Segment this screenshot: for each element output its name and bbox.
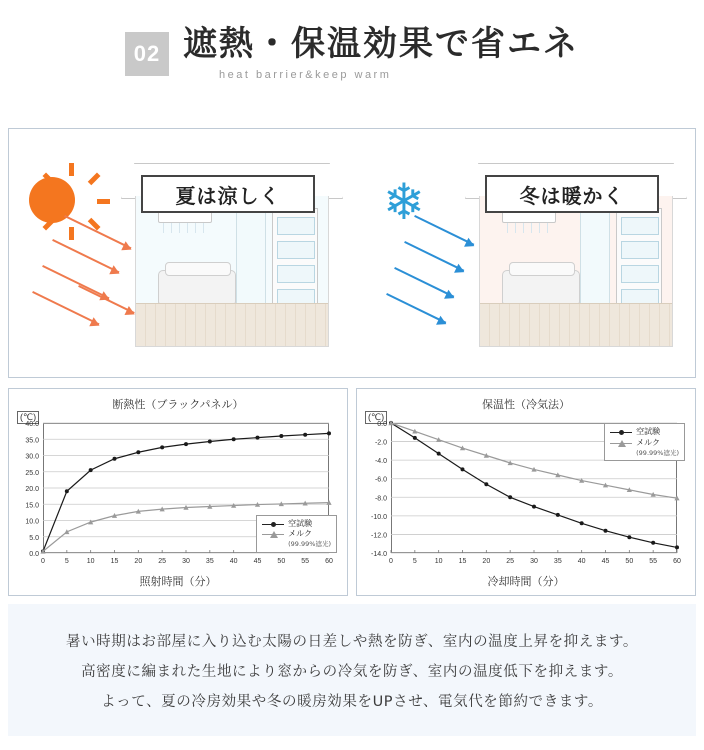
svg-text:-12.0: -12.0 <box>371 532 387 540</box>
heat-arrow <box>52 239 119 273</box>
legend-line-icon <box>262 524 284 525</box>
floor <box>136 303 328 346</box>
chart-legend <box>604 423 685 461</box>
snowflake-icon: ❄ <box>383 174 425 230</box>
cold-arrow <box>386 293 446 324</box>
svg-text:0: 0 <box>389 558 393 565</box>
svg-text:20: 20 <box>482 558 491 565</box>
legend-label: メルク <box>636 437 660 447</box>
note-line-3: よって、夏の冷房効果や冬の暖房効果をUPさせ、電気代を節約できます。 <box>101 693 603 710</box>
chart-x-label: 照射時間（分） <box>139 575 217 588</box>
legend-line-icon <box>610 443 632 444</box>
svg-text:55: 55 <box>301 558 310 565</box>
svg-text:5: 5 <box>412 558 417 565</box>
section-number-badge: 02 <box>125 32 169 76</box>
svg-text:60: 60 <box>325 558 333 565</box>
chart-y-unit: (℃) <box>365 411 387 424</box>
svg-text:55: 55 <box>649 558 658 565</box>
chart-title: 保温性（冷気法） <box>482 398 570 411</box>
summer-banner: 夏は涼しく <box>141 175 315 213</box>
heat-arrow <box>64 215 131 249</box>
legend-item <box>262 519 331 530</box>
svg-text:0.0: 0.0 <box>377 421 387 428</box>
svg-text:10.0: 10.0 <box>25 518 39 526</box>
legend-item <box>610 427 679 438</box>
floor <box>480 303 672 346</box>
legend-label: メルク <box>288 529 312 539</box>
svg-text:-2.0: -2.0 <box>374 439 387 447</box>
page-title: 遮熱・保温効果で省エネ <box>183 24 579 64</box>
svg-text:10: 10 <box>86 558 95 565</box>
svg-text:-14.0: -14.0 <box>371 551 387 558</box>
svg-text:20: 20 <box>134 558 143 565</box>
summer-scene <box>9 129 353 379</box>
svg-text:0: 0 <box>41 558 45 565</box>
svg-text:50: 50 <box>277 558 286 565</box>
svg-text:-6.0: -6.0 <box>374 476 387 484</box>
svg-text:5: 5 <box>64 558 69 565</box>
svg-text:-10.0: -10.0 <box>371 513 387 521</box>
svg-text:15: 15 <box>110 558 119 565</box>
legend-note: (99.99%遮光) <box>288 540 331 549</box>
svg-text:30.0: 30.0 <box>25 453 39 461</box>
note-line-1: 暑い時期はお部屋に入り込む太陽の日差しや熱を防ぎ、室内の温度上昇を抑えます。 <box>65 633 639 650</box>
svg-text:25: 25 <box>158 558 167 565</box>
svg-text:0.0: 0.0 <box>29 551 39 558</box>
legend-label: 空試験 <box>636 427 661 436</box>
svg-text:40: 40 <box>229 558 238 565</box>
note-line-2: 高密度に編まれた生地により窓からの冷気を防ぎ、室内の温度低下を抑えます。 <box>81 663 623 680</box>
svg-text:35.0: 35.0 <box>25 437 39 445</box>
svg-text:5.0: 5.0 <box>29 534 39 542</box>
sofa <box>158 270 236 304</box>
cold-arrow <box>414 215 474 246</box>
legend-line-icon <box>262 534 284 535</box>
cold-arrow <box>404 241 464 272</box>
chart-x-label: 冷却時間（分） <box>487 575 565 588</box>
legend-label: 空試験 <box>288 518 313 528</box>
winter-banner: 冬は暖かく <box>485 175 659 213</box>
svg-text:10: 10 <box>434 558 443 565</box>
legend-item <box>262 529 331 540</box>
svg-text:40: 40 <box>577 558 586 565</box>
page-header <box>0 0 704 81</box>
winter-scene <box>353 129 697 379</box>
svg-text:30: 30 <box>530 558 538 565</box>
cold-arrow <box>394 267 454 298</box>
legend-note: (99.99%遮光) <box>636 448 679 457</box>
svg-text:15.0: 15.0 <box>25 502 39 510</box>
title-group <box>183 26 579 81</box>
charts-row <box>8 388 696 596</box>
svg-text:25.0: 25.0 <box>25 469 39 477</box>
room-interior <box>479 196 673 347</box>
chart-y-unit: (℃) <box>17 411 39 424</box>
chart-warmth <box>356 388 696 596</box>
sofa <box>502 270 580 304</box>
page-subtitle: heat barrier&keep warm <box>219 69 392 82</box>
chart-insulation <box>8 388 348 596</box>
legend-item <box>610 438 679 449</box>
svg-text:25: 25 <box>506 558 515 565</box>
svg-text:20.0: 20.0 <box>25 486 39 493</box>
heat-arrow <box>32 291 99 325</box>
chart-title: 断熱性（ブラックパネル） <box>112 398 244 411</box>
illustration-panel <box>8 128 696 378</box>
svg-text:35: 35 <box>205 558 214 565</box>
svg-text:-8.0: -8.0 <box>374 495 387 503</box>
svg-text:50: 50 <box>625 558 634 565</box>
svg-text:45: 45 <box>601 558 610 565</box>
legend-line-icon <box>610 432 632 433</box>
svg-text:40.0: 40.0 <box>25 421 39 428</box>
svg-text:60: 60 <box>673 558 681 565</box>
svg-text:15: 15 <box>458 558 467 565</box>
summary-note <box>8 604 696 736</box>
svg-text:45: 45 <box>253 558 262 565</box>
svg-text:30: 30 <box>182 558 190 565</box>
chart-legend <box>256 515 337 553</box>
room-interior <box>135 196 329 347</box>
svg-text:35: 35 <box>553 558 562 565</box>
svg-text:-4.0: -4.0 <box>374 458 387 466</box>
